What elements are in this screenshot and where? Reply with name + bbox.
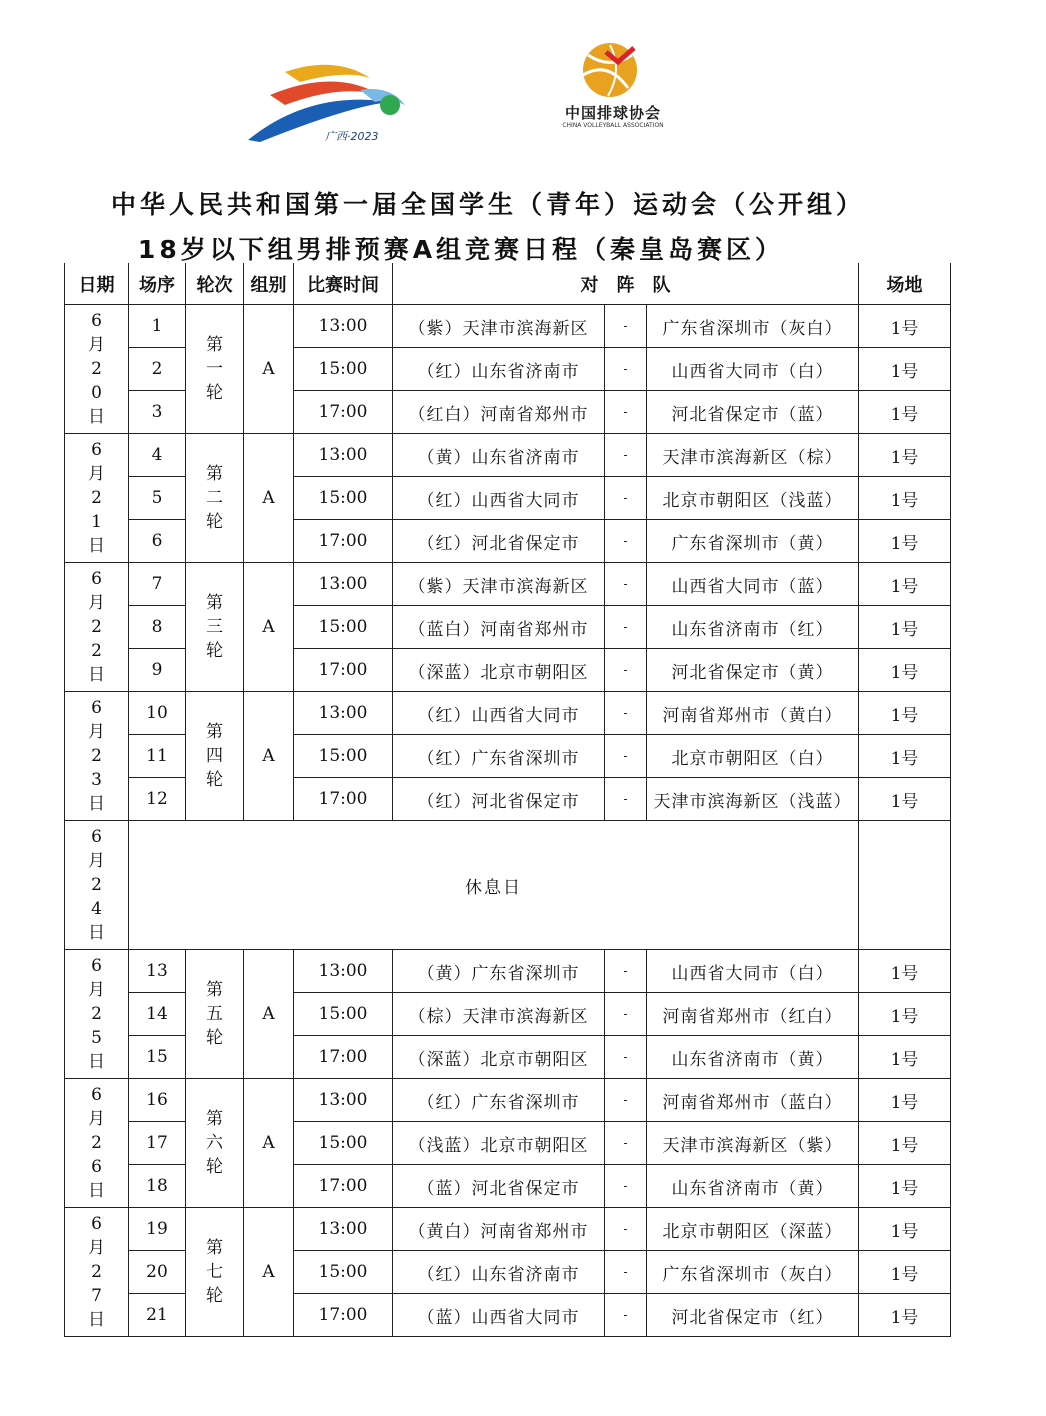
away-team: 山东省济南市（黄） [647, 1165, 859, 1208]
group-cell: A [244, 1079, 294, 1208]
venue-cell: 1号 [859, 1208, 951, 1251]
match-number: 5 [129, 477, 186, 520]
date-text: 6月22日 [88, 569, 105, 685]
col-matchup: 对 阵 队 [393, 263, 859, 305]
match-number: 10 [129, 692, 186, 735]
round-text: 第六轮 [206, 1109, 223, 1177]
home-team: （红白）河南省郑州市 [393, 391, 605, 434]
venue-cell: 1号 [859, 520, 951, 563]
away-team: 河北省保定市（红） [647, 1294, 859, 1337]
match-number: 19 [129, 1208, 186, 1251]
away-team: 河北省保定市（蓝） [647, 391, 859, 434]
home-team: （黄白）河南省郑州市 [393, 1208, 605, 1251]
match-number: 21 [129, 1294, 186, 1337]
away-team: 河南省郑州市（红白） [647, 993, 859, 1036]
match-number: 2 [129, 348, 186, 391]
versus-separator: - [605, 1251, 647, 1294]
home-team: （红）河北省保定市 [393, 520, 605, 563]
table-row [65, 563, 951, 606]
match-number: 1 [129, 305, 186, 348]
versus-separator: - [605, 735, 647, 778]
venue-cell: 1号 [859, 563, 951, 606]
versus-separator: - [605, 1036, 647, 1079]
versus-separator: - [605, 348, 647, 391]
table-header-row [65, 263, 951, 305]
match-number: 4 [129, 434, 186, 477]
rest-day-row [65, 821, 951, 950]
col-time: 比赛时间 [294, 263, 393, 305]
venue-cell: 1号 [859, 348, 951, 391]
round-cell [186, 305, 244, 434]
versus-separator: - [605, 778, 647, 821]
date-cell [65, 305, 129, 434]
date-text: 6月25日 [88, 956, 105, 1072]
match-number: 13 [129, 950, 186, 993]
date-cell [65, 1208, 129, 1337]
match-number: 6 [129, 520, 186, 563]
match-time: 15:00 [294, 606, 393, 649]
venue-cell: 1号 [859, 1294, 951, 1337]
home-team: （红）河北省保定市 [393, 778, 605, 821]
venue-cell: 1号 [859, 391, 951, 434]
venue-cell: 1号 [859, 305, 951, 348]
match-time: 15:00 [294, 993, 393, 1036]
versus-separator: - [605, 1165, 647, 1208]
venue-cell: 1号 [859, 434, 951, 477]
home-team: （红）广东省深圳市 [393, 735, 605, 778]
match-number: 8 [129, 606, 186, 649]
home-team: （深蓝）北京市朝阳区 [393, 649, 605, 692]
match-time: 13:00 [294, 1079, 393, 1122]
match-number: 18 [129, 1165, 186, 1208]
cva-logo [548, 40, 678, 135]
away-team: 山东省济南市（黄） [647, 1036, 859, 1079]
home-team: （深蓝）北京市朝阳区 [393, 1036, 605, 1079]
versus-separator: - [605, 1208, 647, 1251]
match-time: 13:00 [294, 305, 393, 348]
venue-cell: 1号 [859, 778, 951, 821]
match-time: 17:00 [294, 520, 393, 563]
versus-separator: - [605, 950, 647, 993]
match-time: 13:00 [294, 950, 393, 993]
round-text: 第一轮 [206, 335, 223, 403]
versus-separator: - [605, 1122, 647, 1165]
match-time: 15:00 [294, 1122, 393, 1165]
date-text: 6月27日 [88, 1214, 105, 1330]
student-games-logo [240, 50, 415, 150]
venue-cell: 1号 [859, 735, 951, 778]
date-text: 6月23日 [88, 698, 105, 814]
versus-separator: - [605, 1294, 647, 1337]
date-text: 6月20日 [88, 311, 105, 427]
match-number: 3 [129, 391, 186, 434]
match-time: 13:00 [294, 692, 393, 735]
versus-separator: - [605, 305, 647, 348]
match-number: 12 [129, 778, 186, 821]
match-number: 9 [129, 649, 186, 692]
home-team: （红）山西省大同市 [393, 477, 605, 520]
home-team: （蓝）河北省保定市 [393, 1165, 605, 1208]
match-number: 20 [129, 1251, 186, 1294]
home-team: （红）山东省济南市 [393, 1251, 605, 1294]
home-team: （红）广东省深圳市 [393, 1079, 605, 1122]
col-venue: 场地 [859, 263, 951, 305]
match-time: 17:00 [294, 391, 393, 434]
home-team: （紫）天津市滨海新区 [393, 563, 605, 606]
venue-cell: 1号 [859, 1079, 951, 1122]
col-seq: 场序 [129, 263, 186, 305]
versus-separator: - [605, 434, 647, 477]
home-team: （棕）天津市滨海新区 [393, 993, 605, 1036]
away-team: 天津市滨海新区（棕） [647, 434, 859, 477]
home-team: （黄）广东省深圳市 [393, 950, 605, 993]
away-team: 山西省大同市（白） [647, 950, 859, 993]
versus-separator: - [605, 993, 647, 1036]
cva-name: 中国排球协会 [564, 104, 661, 122]
venue-cell: 1号 [859, 692, 951, 735]
home-team: （紫）天津市滨海新区 [393, 305, 605, 348]
away-team: 广东省深圳市（黄） [647, 520, 859, 563]
match-time: 15:00 [294, 348, 393, 391]
away-team: 广东省深圳市（灰白） [647, 1251, 859, 1294]
versus-separator: - [605, 1079, 647, 1122]
away-team: 河南省郑州市（蓝白） [647, 1079, 859, 1122]
col-round: 轮次 [186, 263, 244, 305]
venue-cell: 1号 [859, 1036, 951, 1079]
games-logo-text: 广西·2023 [325, 130, 379, 143]
round-cell [186, 950, 244, 1079]
venue-cell: 1号 [859, 993, 951, 1036]
match-time: 13:00 [294, 1208, 393, 1251]
match-time: 15:00 [294, 477, 393, 520]
col-group: 组别 [244, 263, 294, 305]
date-cell [65, 692, 129, 821]
home-team: （黄）山东省济南市 [393, 434, 605, 477]
date-text: 6月24日 [88, 827, 105, 943]
table-row [65, 434, 951, 477]
date-cell [65, 950, 129, 1079]
home-team: （蓝）山西省大同市 [393, 1294, 605, 1337]
group-cell: A [244, 1208, 294, 1337]
match-number: 11 [129, 735, 186, 778]
home-team: （红）山西省大同市 [393, 692, 605, 735]
table-row [65, 692, 951, 735]
round-cell [186, 1208, 244, 1337]
round-text: 第二轮 [206, 464, 223, 532]
away-team: 天津市滨海新区（浅蓝） [647, 778, 859, 821]
logo-bar [0, 0, 1046, 160]
match-time: 13:00 [294, 563, 393, 606]
round-text: 第四轮 [206, 722, 223, 790]
date-cell [65, 1079, 129, 1208]
away-team: 广东省深圳市（灰白） [647, 305, 859, 348]
venue-cell [859, 821, 951, 950]
match-number: 14 [129, 993, 186, 1036]
away-team: 山东省济南市（红） [647, 606, 859, 649]
round-cell [186, 563, 244, 692]
date-text: 6月26日 [88, 1085, 105, 1201]
home-team: （蓝白）河南省郑州市 [393, 606, 605, 649]
away-team: 北京市朝阳区（深蓝） [647, 1208, 859, 1251]
volleyball-icon [548, 40, 678, 102]
away-team: 天津市滨海新区（紫） [647, 1122, 859, 1165]
match-time: 17:00 [294, 1294, 393, 1337]
versus-separator: - [605, 606, 647, 649]
date-cell [65, 434, 129, 563]
venue-cell: 1号 [859, 477, 951, 520]
match-time: 17:00 [294, 778, 393, 821]
group-cell: A [244, 950, 294, 1079]
match-time: 15:00 [294, 1251, 393, 1294]
venue-cell: 1号 [859, 1122, 951, 1165]
date-cell [65, 563, 129, 692]
venue-cell: 1号 [859, 1251, 951, 1294]
schedule-table [64, 263, 951, 1337]
cva-name-en: CHINA VOLLEYBALL ASSOCIATION [562, 122, 664, 129]
home-team: （浅蓝）北京市朝阳区 [393, 1122, 605, 1165]
match-time: 17:00 [294, 1165, 393, 1208]
page-subtitle: 18岁以下组男排预赛A组竞赛日程（秦皇岛赛区） [137, 235, 785, 264]
table-row [65, 950, 951, 993]
away-team: 山西省大同市（白） [647, 348, 859, 391]
venue-cell: 1号 [859, 649, 951, 692]
away-team: 河北省保定市（黄） [647, 649, 859, 692]
table-row [65, 1079, 951, 1122]
match-time: 17:00 [294, 649, 393, 692]
page-title: 中华人民共和国第一届全国学生（青年）运动会（公开组） [110, 190, 865, 219]
match-number: 7 [129, 563, 186, 606]
round-cell [186, 434, 244, 563]
away-team: 北京市朝阳区（浅蓝） [647, 477, 859, 520]
table-row [65, 305, 951, 348]
col-date: 日期 [65, 263, 129, 305]
table-row [65, 1208, 951, 1251]
venue-cell: 1号 [859, 606, 951, 649]
match-number: 17 [129, 1122, 186, 1165]
rest-day-label: 休息日 [129, 821, 859, 950]
match-time: 13:00 [294, 434, 393, 477]
match-time: 15:00 [294, 735, 393, 778]
away-team: 山西省大同市（蓝） [647, 563, 859, 606]
group-cell: A [244, 692, 294, 821]
home-team: （红）山东省济南市 [393, 348, 605, 391]
away-team: 北京市朝阳区（白） [647, 735, 859, 778]
match-number: 15 [129, 1036, 186, 1079]
round-text: 第五轮 [206, 980, 223, 1048]
date-cell [65, 821, 129, 950]
round-cell [186, 692, 244, 821]
versus-separator: - [605, 391, 647, 434]
away-team: 河南省郑州市（黄白） [647, 692, 859, 735]
versus-separator: - [605, 520, 647, 563]
venue-cell: 1号 [859, 950, 951, 993]
versus-separator: - [605, 477, 647, 520]
date-text: 6月21日 [88, 440, 105, 556]
match-time: 17:00 [294, 1036, 393, 1079]
group-cell: A [244, 563, 294, 692]
round-text: 第七轮 [206, 1238, 223, 1306]
venue-cell: 1号 [859, 1165, 951, 1208]
round-text: 第三轮 [206, 593, 223, 661]
group-cell: A [244, 434, 294, 563]
group-cell: A [244, 305, 294, 434]
versus-separator: - [605, 563, 647, 606]
schedule-body [65, 305, 951, 1337]
versus-separator: - [605, 649, 647, 692]
match-number: 16 [129, 1079, 186, 1122]
versus-separator: - [605, 692, 647, 735]
round-cell [186, 1079, 244, 1208]
